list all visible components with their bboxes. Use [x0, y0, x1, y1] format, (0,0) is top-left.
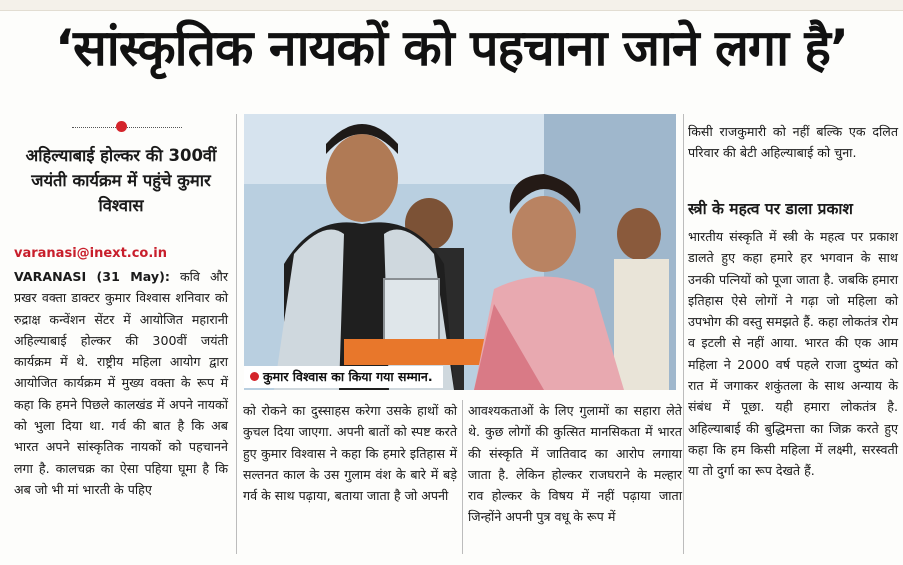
- red-dot-icon: [116, 121, 127, 132]
- deck-subheading: अहिल्याबाई होल्कर की 300वीं जयंती कार्यक्रम में पहुंचे कुमार विश्वास: [25, 146, 217, 215]
- photo-caption: [244, 366, 443, 388]
- section-subheading: स्त्री के महत्व पर डाला प्रकाश: [688, 200, 853, 218]
- page-top-strip: [0, 0, 903, 11]
- column-4-top-text: किसी राजकुमारी को नहीं बल्कि एक दलित परिवार की बेटी अहिल्याबाई को चुना.: [688, 124, 898, 161]
- article-column-1: [14, 266, 228, 500]
- column-divider: [236, 114, 237, 554]
- column-divider: [683, 114, 684, 554]
- column-1-text: कवि और प्रखर वक्ता डाक्टर कुमार विश्वास शनिवार को रुद्राक्ष कन्वेंशन सेंटर में आयोजित महारानी अहिल्याबाई होल्कर की 300वीं जयंती कार्यक्रम में थे. राष्ट्रीय महिला आयोग द्वारा आयोजित कार्यक्रम में मुख्य वक्ता के रूप में कहा कि हमने पिछले कालखंड में अपने नायकों को भुला दिया था. गर्व की बात है कि अब भारत अपने सांस्कृतिक नायकों को पहचानने लगा है. कालचक्र का ऐसा पहिया घूमा है कि अब जो भी मां भारती के पहिए: [14, 269, 228, 497]
- article-column-2: [243, 400, 457, 506]
- dateline: VARANASI (31 May):: [14, 269, 170, 284]
- photo-illustration: [244, 114, 676, 390]
- column-2-text: को रोकने का दुस्साहस करेगा उसके हाथों को कुचल दिया जाएगा. अपनी बातों को स्पष्ट करते हुए कुमार विश्वास ने कहा कि हमारे इतिहास में सल्तनत काल के उस गुलाम वंश के बारे में बड़े गर्व के साथ पढ़ाया, बताया जाता है जो अपनी: [243, 403, 457, 504]
- article-column-3: [468, 400, 682, 528]
- caption-bullet-icon: [250, 372, 259, 381]
- caption-text: कुमार विश्वास का किया गया सम्मान.: [263, 369, 433, 384]
- byline-email[interactable]: varanasi@inext.co.in: [14, 246, 168, 261]
- column-divider: [462, 400, 463, 554]
- headline: ‘सांस्कृतिक नायकों को पहचाना जाने लगा है’: [55, 19, 848, 77]
- column-3-text: आवश्यकताओं के लिए गुलामों का सहारा लेते थे. कुछ लोगों की कुत्सित मानसिकता में भारत की संस्कृति में जातिवाद का आरोप लगाया जाता है. लेकिन होल्कर राजघराने के मल्हार राव होल्कर के विषय में नहीं पढ़ाया जाता जिन्होंने अपनी पुत्र वधू के रूप में: [468, 403, 682, 525]
- news-photo: [244, 114, 676, 390]
- column-4-text: भारतीय संस्कृति में स्त्री के महत्व पर प्रकाश डालते हुए कहा हमारे हर भगवान के साथ उनकी पत्नियों को पूजा जाता है. जबकि हमारा इतिहास ऐसे लोगों ने गढ़ा जो महिला को उपभोग की वस्तु समझते हैं. कहा लोकतंत्र रोम व इटली से नहीं आया. भारत की एक आम महिला ने 2000 वर्ष पहले राजा दुष्यंत को रात में जगाकर शकुंतला के साथ अन्याय के संबंध में पूछा. यही हमारा लोकतंत्र है. अहिल्याबाई की बुद्धिमत्ता का जिक्र करते हुए कहा कि हम किसी महिला में लक्ष्मी, सरस्वती या तो दुर्गा का रूप देखते हैं.: [688, 229, 898, 479]
- decorative-rule: [72, 127, 182, 128]
- article-column-4-top: [688, 121, 898, 164]
- article-column-4: [688, 226, 898, 482]
